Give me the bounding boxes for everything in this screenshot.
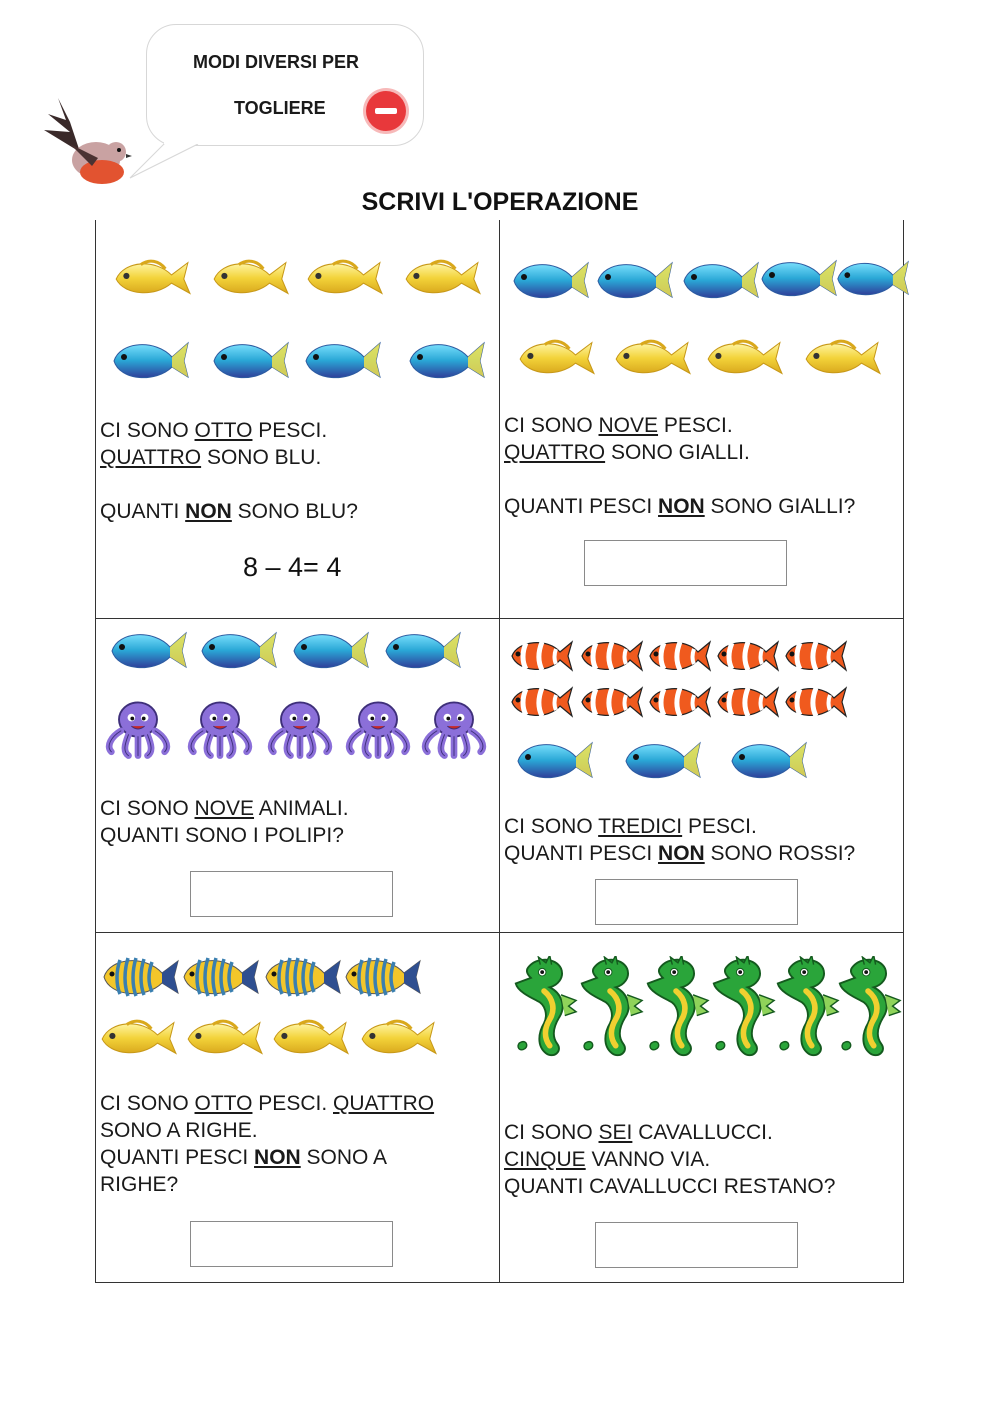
grid-line xyxy=(95,1282,904,1283)
text: QUANTI PESCI xyxy=(100,1146,255,1169)
blue-fish-icon xyxy=(594,254,674,304)
blue-fish-icon xyxy=(510,254,590,304)
exercise-2-text xyxy=(504,412,855,520)
grid-line xyxy=(499,220,500,1283)
striped-fish-icon xyxy=(262,950,342,1000)
striped-fish-icon xyxy=(342,950,422,1000)
speech-bubble-tail xyxy=(128,140,200,180)
clownfish-icon xyxy=(578,682,644,722)
bold-word: NON xyxy=(658,842,705,865)
clownfish-icon xyxy=(508,682,574,722)
blue-fish-icon xyxy=(290,624,370,674)
blue-fish-icon xyxy=(514,734,594,784)
grid-line xyxy=(95,618,904,619)
answer-input-6[interactable] xyxy=(595,1222,798,1268)
text: CI SONO xyxy=(504,815,599,838)
clownfish-icon xyxy=(646,682,712,722)
text: QUANTI PESCI xyxy=(504,842,659,865)
octopus-icon xyxy=(340,698,416,760)
seahorse-icon xyxy=(710,956,776,1060)
text: RIGHE? xyxy=(100,1173,179,1196)
underlined-word: QUATTRO xyxy=(504,441,606,464)
minus-circle-icon xyxy=(366,91,406,131)
blue-fish-icon xyxy=(680,254,760,304)
clownfish-icon xyxy=(646,636,712,676)
text: PESCI. xyxy=(252,419,328,442)
blue-fish-icon xyxy=(622,734,702,784)
bubble-title-line2: TOGLIERE xyxy=(234,98,326,118)
text: QUANTI xyxy=(100,500,186,523)
yellow-fish-icon xyxy=(514,334,596,380)
grid-line xyxy=(95,220,96,1283)
underlined-word: OTTO xyxy=(194,1092,253,1115)
text: CI SONO xyxy=(504,414,599,437)
clownfish-icon xyxy=(782,636,848,676)
yellow-fish-icon xyxy=(356,1014,438,1060)
clownfish-icon xyxy=(714,682,780,722)
text: SONO BLU. xyxy=(201,446,322,469)
question-text: QUANTI CAVALLUCCI RESTANO? xyxy=(504,1175,836,1198)
text: SONO GIALLI? xyxy=(704,495,856,518)
text: PESCI. xyxy=(682,815,757,838)
clownfish-icon xyxy=(714,636,780,676)
example-equation: 8 – 4= 4 xyxy=(243,552,342,582)
text: CI SONO xyxy=(504,1121,599,1144)
bold-word: NON xyxy=(185,500,232,523)
text: SONO GIALLI. xyxy=(605,441,750,464)
yellow-fish-icon xyxy=(610,334,692,380)
yellow-fish-icon xyxy=(96,1014,178,1060)
answer-input-4[interactable] xyxy=(595,879,798,925)
yellow-fish-icon xyxy=(302,254,384,300)
octopus-icon xyxy=(416,698,492,760)
exercise-6-text xyxy=(504,1119,835,1200)
blue-fish-icon xyxy=(382,624,462,674)
blue-fish-icon xyxy=(728,734,808,784)
blue-fish-icon xyxy=(406,334,486,384)
striped-fish-icon xyxy=(100,950,180,1000)
yellow-fish-icon xyxy=(800,334,882,380)
exercise-4-text xyxy=(504,813,855,867)
underlined-word: SEI xyxy=(598,1121,633,1144)
question-text: QUANTI SONO I POLIPI? xyxy=(100,824,344,847)
yellow-fish-icon xyxy=(208,254,290,300)
octopus-icon xyxy=(182,698,258,760)
text: CI SONO xyxy=(100,419,195,442)
clownfish-icon xyxy=(782,682,848,722)
seahorse-icon xyxy=(578,956,644,1060)
blue-fish-icon xyxy=(302,334,382,384)
yellow-fish-icon xyxy=(182,1014,264,1060)
text: QUANTI PESCI xyxy=(504,495,659,518)
underlined-word: NOVE xyxy=(598,414,659,437)
underlined-word: TREDICI xyxy=(598,815,683,838)
striped-fish-icon xyxy=(180,950,260,1000)
yellow-fish-icon xyxy=(268,1014,350,1060)
bird-icon xyxy=(40,92,132,188)
yellow-fish-icon xyxy=(110,254,192,300)
blue-fish-icon xyxy=(108,624,188,674)
octopus-icon xyxy=(100,698,176,760)
underlined-word: NOVE xyxy=(194,797,255,820)
answer-input-2[interactable] xyxy=(584,540,787,586)
exercise-5-text xyxy=(100,1090,434,1198)
text: PESCI. xyxy=(658,414,733,437)
blue-fish-icon xyxy=(834,252,910,302)
clownfish-icon xyxy=(578,636,644,676)
underlined-word: QUATTRO xyxy=(100,446,202,469)
exercise-3-text xyxy=(100,795,349,849)
text: SONO A xyxy=(300,1146,388,1169)
yellow-fish-icon xyxy=(702,334,784,380)
blue-fish-icon xyxy=(198,624,278,674)
text: ANIMALI. xyxy=(254,797,349,820)
yellow-fish-icon xyxy=(400,254,482,300)
blue-fish-icon xyxy=(110,334,190,384)
bubble-title-line1: MODI DIVERSI PER xyxy=(193,52,360,72)
text: SONO ROSSI? xyxy=(704,842,856,865)
seahorse-icon xyxy=(644,956,710,1060)
exercise-1-text xyxy=(100,417,358,525)
text: CI SONO xyxy=(100,797,195,820)
blue-fish-icon xyxy=(758,252,838,302)
underlined-word: CINQUE xyxy=(504,1148,586,1171)
text: VANNO VIA. xyxy=(585,1148,711,1171)
text: SONO BLU? xyxy=(231,500,358,523)
text: SONO A RIGHE. xyxy=(100,1119,258,1142)
seahorse-icon xyxy=(512,956,578,1060)
seahorse-icon xyxy=(836,956,902,1060)
answer-input-3[interactable] xyxy=(190,871,393,917)
page-title: SCRIVI L'OPERAZIONE xyxy=(361,188,639,216)
grid-line xyxy=(95,932,904,933)
text: CI SONO xyxy=(100,1092,195,1115)
text: CAVALLUCCI. xyxy=(632,1121,773,1144)
octopus-icon xyxy=(262,698,338,760)
underlined-word: OTTO xyxy=(194,419,253,442)
seahorse-icon xyxy=(774,956,840,1060)
blue-fish-icon xyxy=(210,334,290,384)
bold-word: NON xyxy=(658,495,705,518)
bold-word: NON xyxy=(254,1146,301,1169)
grid-line xyxy=(903,220,904,1283)
text: PESCI. xyxy=(252,1092,333,1115)
underlined-word: QUATTRO xyxy=(333,1092,435,1115)
answer-input-5[interactable] xyxy=(190,1221,393,1267)
clownfish-icon xyxy=(508,636,574,676)
